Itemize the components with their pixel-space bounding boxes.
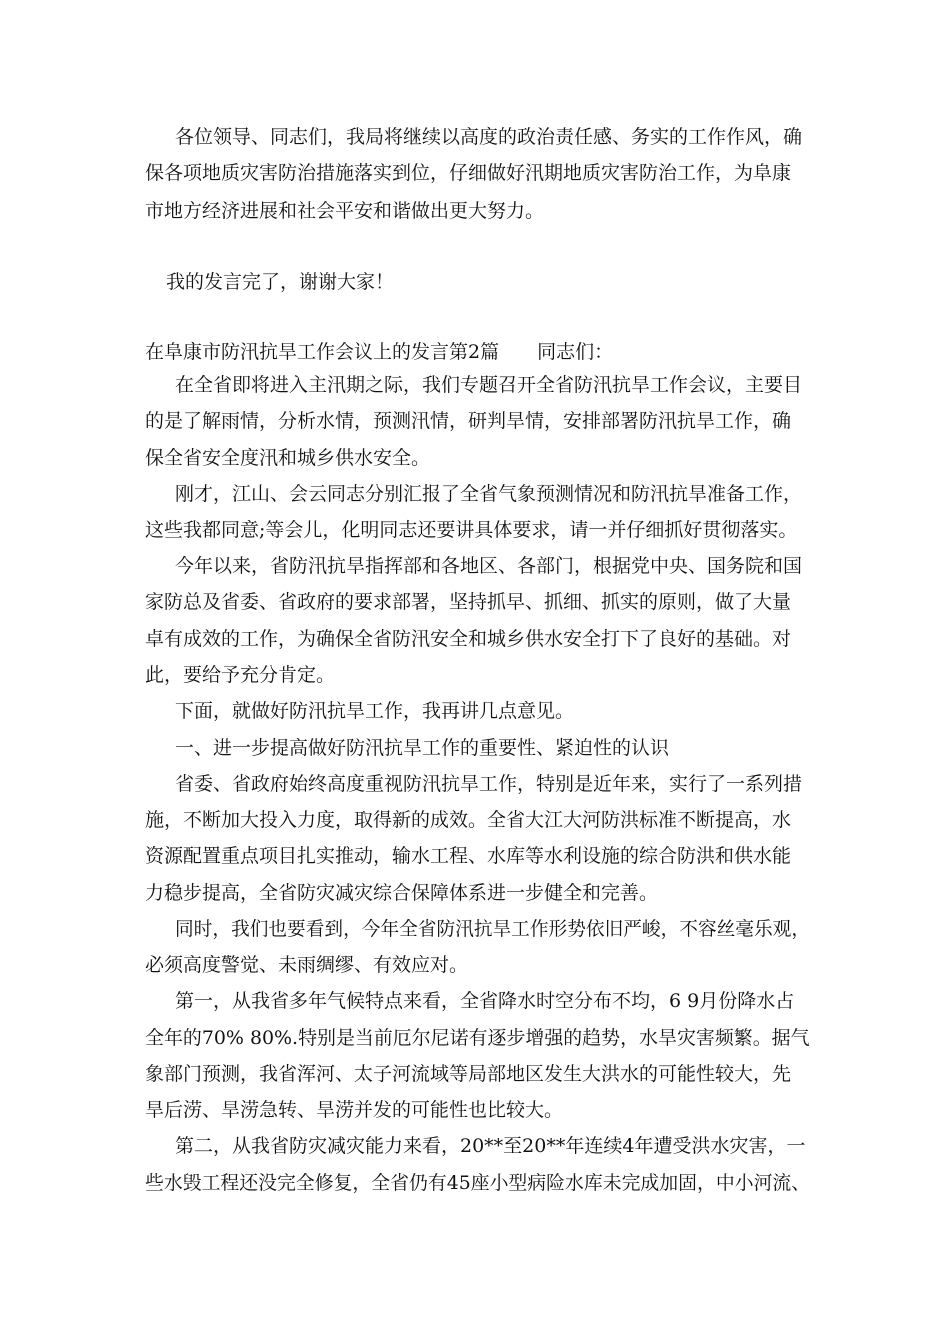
text-line: 今年以来，省防汛抗旱指挥部和各地区、各部门，根据党中央、国务院和国 xyxy=(175,555,803,577)
text-line: 在全省即将进入主汛期之际，我们专题召开全省防汛抗旱工作会议，主要目 xyxy=(175,374,803,396)
text-line: 这些我都同意;等会儿，化明同志还要讲具体要求，请一并仔细抓好贯彻落实。 xyxy=(145,519,798,541)
text-line: 保全省安全度汛和城乡供水安全。 xyxy=(145,447,431,469)
text-line: 保各项地质灾害防治措施落实到位，仔细做好汛期地质灾害防治工作，为阜康 xyxy=(145,162,792,184)
text-line: 同时，我们也要看到，今年全省防汛抗旱工作形势依旧严峻，不容丝毫乐观， xyxy=(175,918,811,940)
text-line: 省委、省政府始终高度重视防汛抗旱工作，特别是近年来，实行了一系列措 xyxy=(175,773,803,795)
text-line: 家防总及省委、省政府的要求部署，坚持抓早、抓细、抓实的原则，做了大量 xyxy=(145,591,792,613)
text-line: 资源配置重点项目扎实推动，输水工程、水库等水利设施的综合防洪和供水能 xyxy=(145,845,792,867)
text-line: 此，要给予充分肯定。 xyxy=(145,664,336,686)
text-line: 些水毁工程还没完全修复，全省仍有45座小型病险水库未完成加固，中小河流、 xyxy=(145,1172,811,1194)
text-line: 象部门预测，我省浑河、太子河流域等局部地区发生大洪水的可能性较大，先 xyxy=(145,1063,792,1085)
text-line: 的是了解雨情，分析水情，预测汛情，研判旱情，安排部署防汛抗旱工作，确 xyxy=(145,410,792,432)
subheading: 一、进一步提高做好防汛抗旱工作的重要性、紧迫性的认识 xyxy=(175,737,670,759)
text-line: 必须高度警觉、未雨绸缪、有效应对。 xyxy=(145,954,469,976)
text-line: 全年的70% 80%.特别是当前厄尔尼诺有逐步增强的趋势，水旱灾害频繁。据气 xyxy=(145,1027,810,1049)
text-line: 下面，就做好防汛抗旱工作，我再讲几点意见。 xyxy=(175,700,575,722)
text-line: 我的发言完了，谢谢大家！ xyxy=(166,271,395,293)
text-line: 卓有成效的工作，为确保全省防汛安全和城乡供水安全打下了良好的基础。对 xyxy=(145,628,792,650)
text-line: 刚才，江山、会云同志分别汇报了全省气象预测情况和防汛抗旱准备工作， xyxy=(175,483,803,505)
text-line: 第二，从我省防灾减灾能力来看，20**至20**年连续4年遭受洪水灾害，一 xyxy=(175,1135,806,1157)
text-line: 施，不断加大投入力度，取得新的成效。全省大江大河防洪标准不断提高，水 xyxy=(145,809,792,831)
section-heading: 在阜康市防汛抗旱工作会议上的发言第2篇 同志们： xyxy=(145,341,614,363)
text-line: 旱后涝、旱涝急转、旱涝并发的可能性也比较大。 xyxy=(145,1099,564,1121)
text-line: 第一，从我省多年气候特点来看，全省降水时空分布不均，6 9月份降水占 xyxy=(175,990,795,1012)
text-line: 市地方经济进展和社会平安和谐做出更大努力。 xyxy=(145,200,545,222)
text-line: 力稳步提高，全省防灾减灾综合保障体系进一步健全和完善。 xyxy=(145,882,659,904)
text-line: 各位领导、同志们，我局将继续以高度的政治责任感、务实的工作作风，确 xyxy=(175,126,803,148)
